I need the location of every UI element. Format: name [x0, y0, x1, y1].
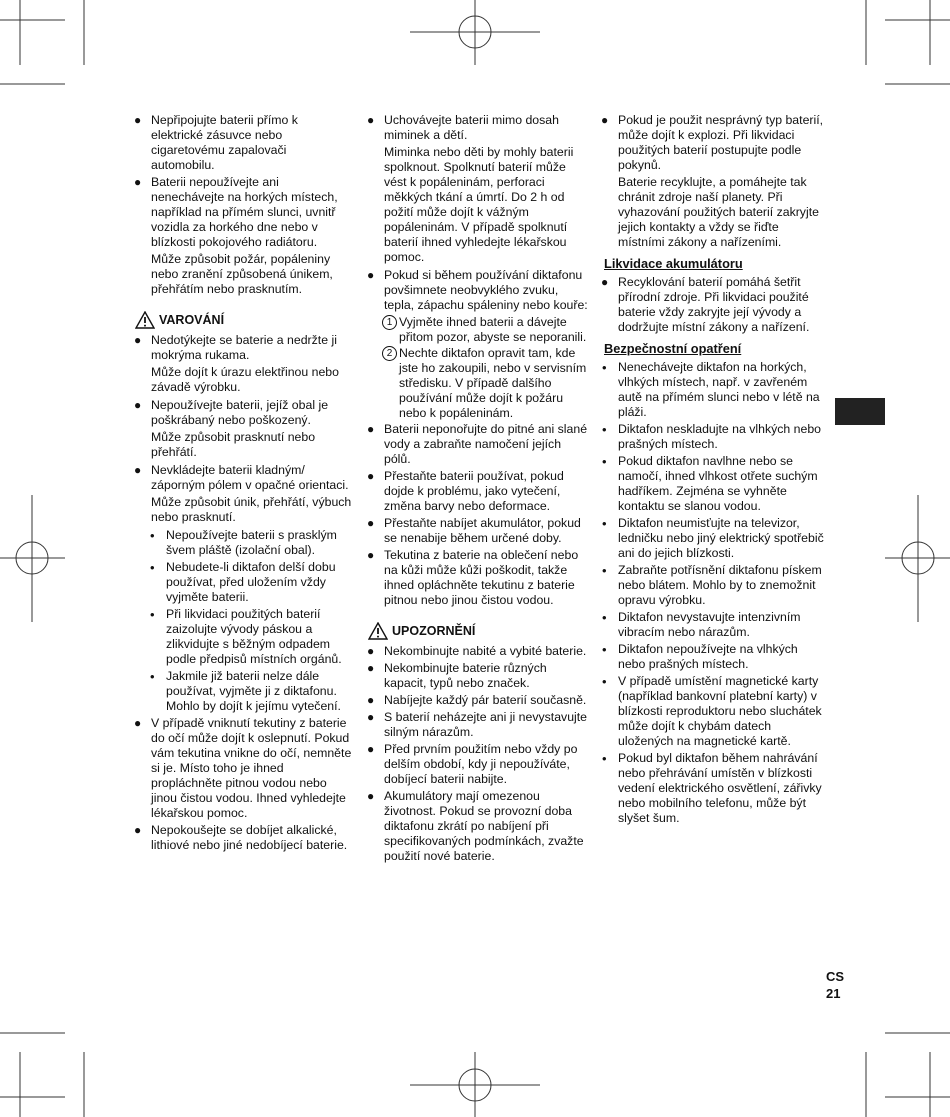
sub-list-item: • Při likvidaci použitých baterií zaizolujte vývody páskou a zlikvidujte s běžným odpadem podle předpisů místních orgánů.	[133, 607, 353, 667]
section-heading-battery-disposal: Likvidace akumulátoru	[604, 256, 743, 271]
column-3	[600, 113, 825, 828]
list-item: • Nenechávejte diktafon na horkých, vlhkých místech, např. v zavřeném autě na přímém slunci nebo v létě na pláži.	[600, 360, 825, 420]
list-item: ● Nepoužívejte baterii, jejíž obal je poškrábaný nebo poškozený.	[133, 398, 353, 428]
list-item: ● Pokud je použit nesprávný typ baterií, může dojít k explozi. Při likvidaci použitých baterií postupujte podle pokynů.	[600, 113, 825, 173]
numbered-step	[366, 315, 588, 345]
warning-triangle-icon	[368, 622, 388, 640]
list-item: • Diktafon neumisťujte na televizor, ledničku nebo jiný elektrický spotřebič ani do jejich blízkosti.	[600, 516, 825, 561]
sub-list-item: • Nebudete-li diktafon delší dobu používat, před uložením vždy vyjměte baterii.	[133, 560, 353, 605]
caution-heading	[368, 622, 588, 640]
list-item: ● Baterii nepoužívejte ani nenechávejte na horkých místech, například na přímém slunci, uvnitř vozidla za horkého dne nebo v blízkosti pokojového radiátoru.	[133, 175, 353, 250]
note: Může způsobit požár, popáleniny nebo zranění způsobená únikem, přehřátím nebo prasknutím.	[151, 252, 333, 296]
note: Miminka nebo děti by mohly baterii spolknout. Spolknutí baterií může vést k popáleninám, perforaci měkkých tkání a úmrtí. Do 2 h od požití může dojít k vážným popáleninám. V případě spolknutí baterií ihned vyhledejte lékařskou pomoc.	[384, 145, 574, 264]
list-item: • Pokud byl diktafon během nahrávání nebo přehrávání umístěn v blízkosti vedení elektrického osvětlení, zářivky nebo mobilního telefonu, může být slyšet šum.	[600, 751, 825, 826]
page-number: 21	[826, 986, 841, 1001]
list-item: ● Nekombinujte nabité a vybité baterie.	[366, 644, 588, 659]
list-item: ● Tekutina z baterie na oblečení nebo na kůži může kůži poškodit, takže ihned opláchněte tekutinu z baterie pitnou nebo jinou čistou vodou.	[366, 548, 588, 608]
warning-label: VAROVÁNÍ	[159, 312, 225, 327]
sub-list-item: • Nepoužívejte baterii s prasklým švem pláště (izolační obal).	[133, 528, 353, 558]
note: Může způsobit prasknutí nebo přehřátí.	[151, 430, 316, 459]
list-item: ● Baterii neponořujte do pitné ani slané vody a zabraňte namočení jejích pólů.	[366, 422, 588, 467]
list-item: ● V případě vniknutí tekutiny z baterie do očí může dojít k oslepnutí. Pokud vám tekutina vnikne do očí, nemněte si je. Místo toho je ihned propláchněte pitnou vodou nebo jinou čistou vodou. Ihned vyhledejte lékařskou pomoc.	[133, 716, 353, 821]
list-item: ● Uchovávejte baterii mimo dosah miminek a dětí.	[366, 113, 588, 143]
step-number: 1	[382, 315, 397, 330]
section-heading-safety: Bezpečnostní opatření	[604, 341, 742, 356]
column-1	[133, 113, 353, 855]
list-item: ● S baterií neházejte ani ji nevystavujte silným nárazům.	[366, 710, 588, 740]
column-2	[366, 113, 588, 866]
numbered-step	[366, 346, 588, 421]
caution-label: UPOZORNĚNÍ	[392, 623, 476, 638]
section-tab-marker	[835, 398, 885, 425]
list-item: ● Před prvním použitím nebo vždy po delším období, kdy ji nepoužíváte, dobíjecí baterii nabijte.	[366, 742, 588, 787]
list-item: • Diktafon nevystavujte intenzivním vibracím nebo nárazům.	[600, 610, 825, 640]
step-text: Vyjměte ihned baterii a dávejte přitom pozor, abyste se neporanili.	[399, 315, 587, 344]
note: Může způsobit únik, přehřátí, výbuch nebo prasknutí.	[151, 495, 352, 524]
step-text: Nechte diktafon opravit tam, kde jste ho zakoupili, nebo v servisním středisku. V případě dalšího používání může dojít k požáru nebo k popáleninám.	[399, 346, 587, 420]
list-item: ● Nekombinujte baterie různých kapacit, typů nebo značek.	[366, 661, 588, 691]
list-item: ● Akumulátory mají omezenou životnost. Pokud se provozní doba diktafonu zkrátí po nabíjení při specifikovaných podmínkách, zvažte použití nové baterie.	[366, 789, 588, 864]
page-footer	[826, 968, 844, 1002]
list-item: ● Pokud si během používání diktafonu povšimnete neobvyklého zvuku, tepla, zápachu spáleniny nebo kouře:	[366, 268, 588, 313]
note: Baterie recyklujte, a pomáhejte tak chránit zdroje naší planety. Při vyhazování použitých baterií zakryjte jejich kontakty a vždy se řiďte místními zákony a nařízeními.	[618, 175, 819, 249]
language-code: CS	[826, 969, 845, 984]
list-item: ● Nabíjejte každý pár baterií současně.	[366, 693, 588, 708]
list-item: ● Nedotýkejte se baterie a nedržte ji mokrýma rukama.	[133, 333, 353, 363]
list-item: • Zabraňte potřísnění diktafonu pískem nebo blátem. Mohlo by to znemožnit opravu výrobku.	[600, 563, 825, 608]
warning-triangle-icon	[135, 311, 155, 329]
note: Může dojít k úrazu elektřinou nebo závadě výrobku.	[151, 365, 339, 394]
list-item: ● Recyklování baterií pomáhá šetřit přírodní zdroje. Při likvidaci použité baterie vždy zakryjte její vývody a dodržujte místní zákony a nařízení.	[600, 275, 825, 335]
list-item: ● Nepřipojujte baterii přímo k elektrické zásuvce nebo cigaretovému zapalovači automobilu.	[133, 113, 353, 173]
sub-list-item: • Jakmile již baterii nelze dále používat, vyjměte ji z diktafonu. Mohlo by dojít k jejímu vytečení.	[133, 669, 353, 714]
list-item: • V případě umístění magnetické karty (například bankovní platební karty) v blízkosti reproduktoru nebo sluchátek může dojít k chybám datech uložených na magnetické kartě.	[600, 674, 825, 749]
list-item: ● Přestaňte baterii používat, pokud dojde k problému, jako vytečení, změna barvy nebo deformace.	[366, 469, 588, 514]
warning-heading	[135, 311, 353, 329]
list-item: ● Přestaňte nabíjet akumulátor, pokud se nenabije během určené doby.	[366, 516, 588, 546]
step-number: 2	[382, 346, 397, 361]
list-item: ● Nevkládejte baterii kladným/ záporným pólem v opačné orientaci.	[133, 463, 353, 493]
list-item: • Diktafon nepoužívejte na vlhkých nebo prašných místech.	[600, 642, 825, 672]
list-item: ● Nepokoušejte se dobíjet alkalické, lithiové nebo jiné nedobíjecí baterie.	[133, 823, 353, 853]
list-item: • Diktafon neskladujte na vlhkých nebo prašných místech.	[600, 422, 825, 452]
list-item: • Pokud diktafon navlhne nebo se namočí, ihned vlhkost otřete suchým hadříkem. Zejména se vyhněte kontaktu se slanou vodou.	[600, 454, 825, 514]
